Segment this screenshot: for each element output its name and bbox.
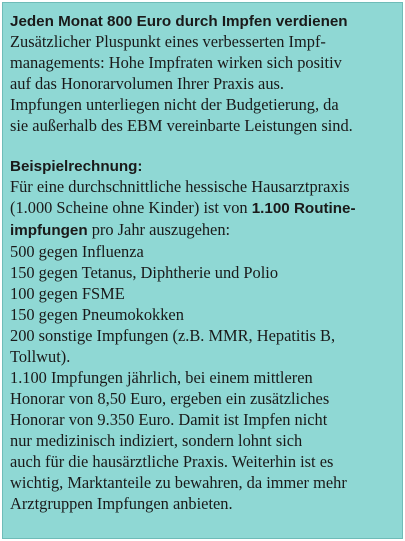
example-line-bold: 1.100 Routine- <box>251 200 356 217</box>
box-heading: Jeden Monat 800 Euro durch Impfen verdienen <box>10 13 348 30</box>
vaccination-line: 200 sonstige Impfungen (z.B. MMR, Hepatitis B, <box>10 326 336 345</box>
vaccination-line: 150 gegen Tetanus, Diphtherie und Polio <box>10 263 279 282</box>
example-line-text: (1.000 Scheine ohne Kinder) ist von <box>10 198 252 217</box>
conclusion-line: Honorar von 8,50 Euro, ergeben ein zusätzliches <box>10 389 330 408</box>
conclusion-line: nur medizinisch indiziert, sondern lohnt sich <box>10 431 303 450</box>
example-line-bold: impfungen <box>10 222 88 239</box>
conclusion-line: Honorar von 9.350 Euro. Damit ist Impfen nicht <box>10 410 328 429</box>
intro-line: managements: Hohe Impfraten wirken sich positiv <box>10 53 342 72</box>
intro-line: Zusätzlicher Pluspunkt eines verbesserten Impf- <box>10 32 326 51</box>
conclusion-line: wichtig, Marktanteile zu bewahren, da immer mehr <box>10 473 347 492</box>
paragraph-gap <box>10 136 396 157</box>
vaccination-line: 500 gegen Influenza <box>10 242 144 261</box>
vaccination-line: 100 gegen FSME <box>10 284 125 303</box>
example-heading: Beispielrechnung: <box>10 158 143 175</box>
vaccination-line: Tollwut). <box>10 347 71 366</box>
conclusion-line: auch für die hausärztliche Praxis. Weiterhin ist es <box>10 452 334 471</box>
example-line-text: pro Jahr auszugehen: <box>87 220 231 239</box>
example-line <box>10 197 396 219</box>
intro-line: auf das Honorarvolumen Ihrer Praxis aus. <box>10 74 285 93</box>
intro-line: Impfungen unterliegen nicht der Budgetierung, da <box>10 95 339 114</box>
example-line: Für eine durchschnittliche hessische Hausarztpraxis <box>10 177 350 196</box>
vaccination-line: 150 gegen Pneumokokken <box>10 305 184 324</box>
intro-line: sie außerhalb des EBM vereinbarte Leistungen sind. <box>10 116 353 135</box>
conclusion-line: Arztgruppen Impfungen anbieten. <box>10 494 233 513</box>
info-box <box>2 2 403 539</box>
conclusion-line: 1.100 Impfungen jährlich, bei einem mittleren <box>10 368 313 387</box>
example-line <box>10 219 396 241</box>
